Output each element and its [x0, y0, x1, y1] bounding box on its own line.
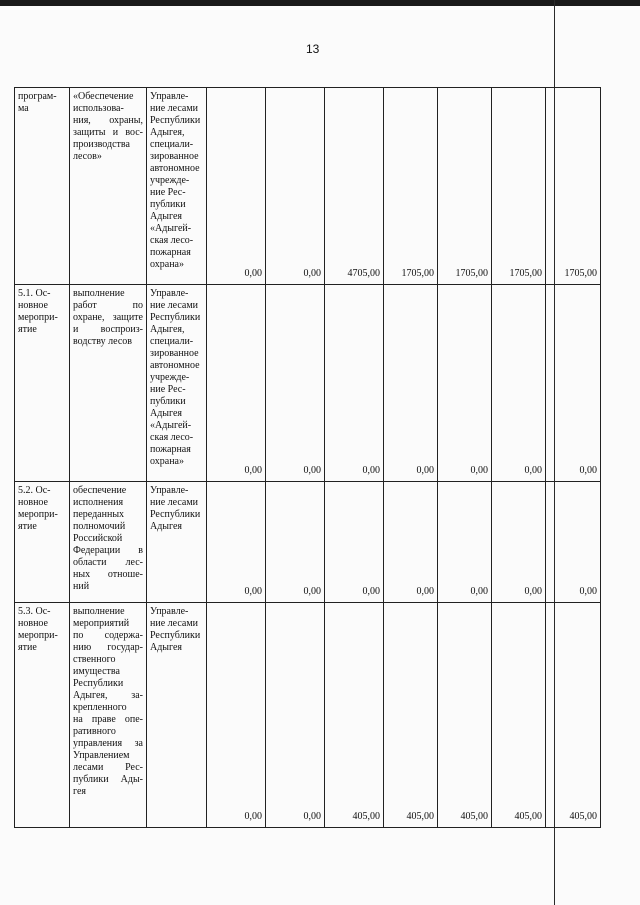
cell-text-line: зированное	[150, 151, 199, 162]
cell-text-line: крепленного	[73, 702, 127, 713]
cell-text-line: Управле-	[150, 288, 189, 299]
program-funding-table	[14, 87, 601, 828]
cell-text-line: ственного	[73, 654, 116, 665]
amount-cell: 1705,00	[384, 88, 438, 285]
table-row	[15, 482, 601, 603]
cell-text-line: имущества	[73, 666, 120, 677]
cell-text-line: охране, защите	[73, 312, 143, 323]
cell-text-line: мероприятий	[73, 618, 130, 629]
cell-text-line: ятие	[18, 324, 37, 335]
cell-text-line: Республики	[73, 678, 124, 689]
cell-text-line: Республики	[150, 312, 201, 323]
cell-text-line: Республики	[150, 509, 201, 520]
amount-cell: 0,00	[266, 482, 325, 603]
cell-text-line: Адыгея,	[150, 324, 185, 335]
amount-cell: 0,00	[207, 482, 266, 603]
responsible-executor-cell	[147, 88, 207, 285]
cell-text-line: Российской	[73, 533, 123, 544]
item-code-cell	[15, 482, 70, 603]
cell-text-line: выполнение	[73, 606, 125, 617]
amount-cell: 0,00	[492, 285, 546, 482]
cell-text-line: ская лесо-	[150, 432, 194, 443]
cell-text-line: использова-	[73, 103, 124, 114]
cell-text-line: пожарная	[150, 247, 191, 258]
cell-text-line: Управле-	[150, 485, 189, 496]
cell-text-line: Адыгея	[150, 521, 183, 532]
cell-text-line: лесов»	[73, 151, 102, 162]
table-row	[15, 88, 601, 285]
cell-text-line: 5.3. Ос-	[18, 606, 51, 617]
cell-text-line: ятие	[18, 521, 37, 532]
amount-cell: 0,00	[207, 603, 266, 828]
amount-cell: 0,00	[266, 88, 325, 285]
cell-text-line: защиты и вос-	[73, 127, 143, 138]
cell-text-line: меропри-	[18, 312, 58, 323]
cell-text-line: автономное	[150, 360, 200, 371]
cell-text-line: ния, охраны,	[73, 115, 143, 126]
cell-text-line: ская лесо-	[150, 235, 194, 246]
responsible-executor-cell	[147, 285, 207, 482]
cell-text-line: меропри-	[18, 630, 58, 641]
amount-cell: 0,00	[207, 88, 266, 285]
amount-cell: 405,00	[546, 603, 601, 828]
cell-text-line: Адыгея	[150, 408, 183, 419]
cell-text-line: обеспечение	[73, 485, 127, 496]
cell-text-line: по содержа-	[73, 630, 143, 641]
cell-text-line: управления за	[73, 738, 143, 749]
cell-text-line: публики	[150, 199, 186, 210]
item-code-cell	[15, 285, 70, 482]
cell-text-line: нию государ-	[73, 642, 143, 653]
amount-cell: 0,00	[266, 603, 325, 828]
amount-cell: 0,00	[207, 285, 266, 482]
amount-cell: 405,00	[325, 603, 384, 828]
item-description-cell	[70, 603, 147, 828]
table-row	[15, 285, 601, 482]
amount-cell: 1705,00	[438, 88, 492, 285]
cell-text-line: лесами Рес-	[73, 762, 143, 773]
responsible-executor-cell	[147, 603, 207, 828]
cell-text-line: «Обеспечение	[73, 91, 134, 102]
cell-text-line: меропри-	[18, 509, 58, 520]
cell-text-line: «Адыгей-	[150, 223, 192, 234]
amount-cell: 405,00	[384, 603, 438, 828]
amount-cell: 4705,00	[325, 88, 384, 285]
cell-text-line: специали-	[150, 336, 194, 347]
amount-cell: 0,00	[384, 482, 438, 603]
cell-text-line: ние Рес-	[150, 384, 186, 395]
cell-text-line: ний	[73, 581, 90, 592]
cell-text-line: Республики	[150, 630, 201, 641]
cell-text-line: ных отноше-	[73, 569, 143, 580]
item-description-cell	[70, 88, 147, 285]
cell-text-line: Адыгея	[150, 642, 183, 653]
cell-text-line: публики Ады-	[73, 774, 143, 785]
cell-text-line: ние лесами	[150, 497, 198, 508]
cell-text-line: гея	[73, 786, 87, 797]
amount-cell: 0,00	[266, 285, 325, 482]
amount-cell: 0,00	[438, 482, 492, 603]
cell-text-line: Управлением	[73, 750, 130, 761]
amount-cell: 1705,00	[492, 88, 546, 285]
amount-cell: 0,00	[492, 482, 546, 603]
cell-text-line: пожарная	[150, 444, 191, 455]
cell-text-line: работ по	[73, 300, 143, 311]
item-code-cell	[15, 88, 70, 285]
page-number: 13	[306, 42, 320, 56]
amount-cell: 0,00	[438, 285, 492, 482]
cell-text-line: новное	[18, 618, 48, 629]
item-code-cell	[15, 603, 70, 828]
cell-text-line: ние лесами	[150, 618, 198, 629]
cell-text-line: охрана»	[150, 456, 184, 467]
table-row	[15, 603, 601, 828]
cell-text-line: учрежде-	[150, 372, 190, 383]
cell-text-line: производства	[73, 139, 130, 150]
cell-text-line: охрана»	[150, 259, 184, 270]
amount-cell: 0,00	[384, 285, 438, 482]
cell-text-line: ятие	[18, 642, 37, 653]
amount-cell: 0,00	[546, 482, 601, 603]
cell-text-line: ние лесами	[150, 103, 198, 114]
cell-text-line: Адыгея,	[150, 127, 185, 138]
cell-text-line: полномочий	[73, 521, 126, 532]
cell-text-line: Федерации в	[73, 545, 143, 556]
cell-text-line: публики	[150, 396, 186, 407]
cell-text-line: Республики	[150, 115, 201, 126]
cell-text-line: 5.2. Ос-	[18, 485, 51, 496]
responsible-executor-cell	[147, 482, 207, 603]
cell-text-line: новное	[18, 300, 48, 311]
cell-text-line: Адыгея	[150, 211, 183, 222]
cell-text-line: зированное	[150, 348, 199, 359]
cell-text-line: водству лесов	[73, 336, 132, 347]
amount-cell: 405,00	[438, 603, 492, 828]
cell-text-line: ма	[18, 103, 29, 114]
cell-text-line: автономное	[150, 163, 200, 174]
amount-cell: 0,00	[546, 285, 601, 482]
cell-text-line: Адыгея, за-	[73, 690, 143, 701]
cell-text-line: специали-	[150, 139, 194, 150]
cell-text-line: Управле-	[150, 91, 189, 102]
cell-text-line: ние лесами	[150, 300, 198, 311]
cell-text-line: и воспроиз-	[73, 324, 143, 335]
cell-text-line: програм-	[18, 91, 57, 102]
item-description-cell	[70, 285, 147, 482]
cell-text-line: области лес-	[73, 557, 143, 568]
cell-text-line: учрежде-	[150, 175, 190, 186]
amount-cell: 405,00	[492, 603, 546, 828]
cell-text-line: выполнение	[73, 288, 125, 299]
cell-text-line: новное	[18, 497, 48, 508]
amount-cell: 1705,00	[546, 88, 601, 285]
amount-cell: 0,00	[325, 482, 384, 603]
cell-text-line: исполнения	[73, 497, 124, 508]
cell-text-line: «Адыгей-	[150, 420, 192, 431]
amount-cell: 0,00	[325, 285, 384, 482]
cell-text-line: 5.1. Ос-	[18, 288, 51, 299]
cell-text-line: Управле-	[150, 606, 189, 617]
cell-text-line: ративного	[73, 726, 116, 737]
page-top-edge	[0, 0, 640, 6]
cell-text-line: на праве опе-	[73, 714, 143, 725]
cell-text-line: переданных	[73, 509, 125, 520]
item-description-cell	[70, 482, 147, 603]
cell-text-line: ние Рес-	[150, 187, 186, 198]
